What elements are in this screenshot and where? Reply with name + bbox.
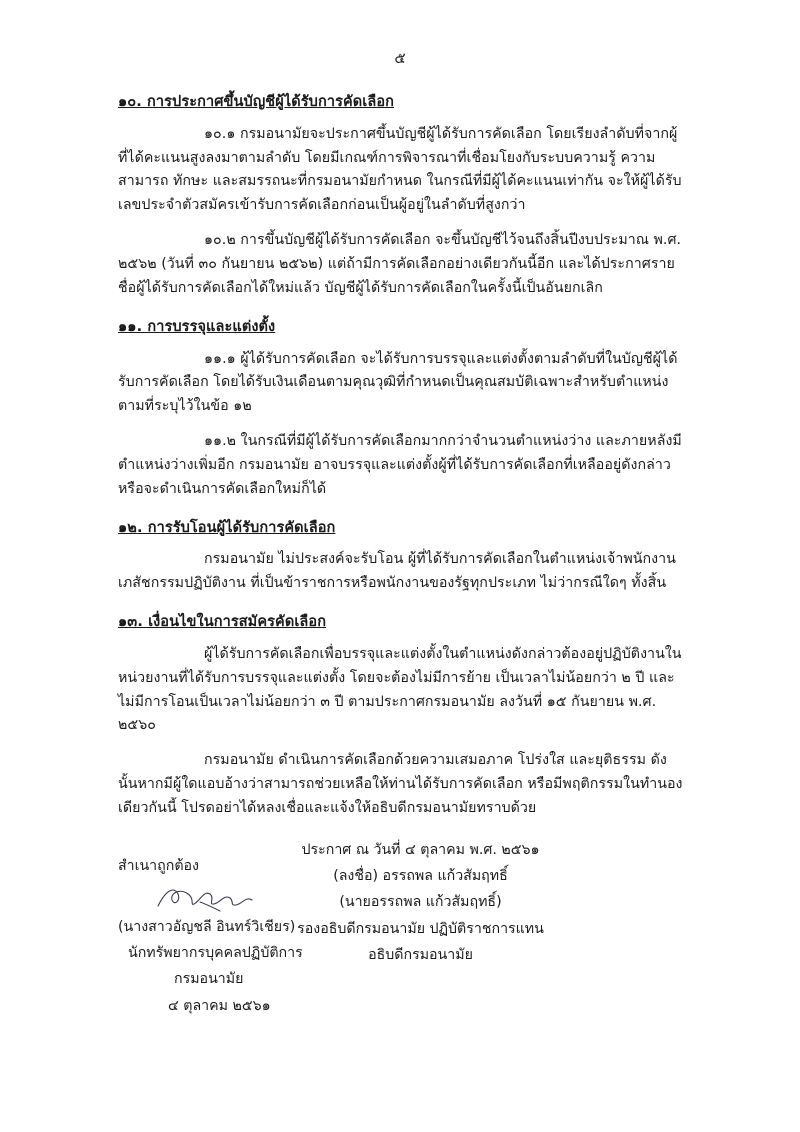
paragraph-10-2: ๑๐.๒ การขึ้นบัญชีผู้ได้รับการคัดเลือก จะขึ้นบัญชีไว้จนถึงสิ้นปีงบประมาณ พ.ศ. ๒๕๖๒ (วันที่ ๓๐ กันยายน ๒๕๖๒) แต่ถ้ามีการคัดเลือกอย่างเดียวกันนี้อีก และได้ประกาศรายชื่อผู้ได้รับการคัดเลือกได้ใหม่แล้ว บัญชีผู้ได้รับการคัดเลือกในครั้งนี้เป็นอันยกเลิก (118, 232, 682, 296)
section-heading-11: ๑๑. การบรรจุและแต่งตั้ง (118, 318, 276, 335)
copy-certifier-department: กรมอนามัย (174, 971, 244, 988)
paragraph-12-1: กรมอนามัย ไม่ประสงค์จะรับโอน ผู้ที่ได้รับการคัดเลือกในตำแหน่งเจ้าพนักงานเภสัชกรรมปฏิบัติงาน ที่เป็นข้าราชการหรือพนักงานของรัฐทุกประเภท ไม่ว่ากรณีใดๆ ทั้งสิ้น (118, 551, 676, 592)
section-heading-13: ๑๓. เงื่อนไขในการสมัครคัดเลือก (118, 614, 327, 631)
signed-by-line: (ลงชื่อ) อรรถพล แก้วสัมฤทธิ์ (333, 868, 508, 885)
section-heading-10: ๑๐. การประกาศขึ้นบัญชีผู้ได้รับการคัดเลือก (118, 94, 395, 110)
paragraph-13-1: ผู้ได้รับการคัดเลือกเพื่อบรรจุและแต่งตั้งในตำแหน่งดังกล่าวต้องอยู่ปฏิบัติงานในหน่วยงานที่ได้รับการบรรจุและแต่งตั้ง โดยจะต้องไม่มีการย้าย เป็นเวลาไม่น้อยกว่า ๒ ปี และไม่มีการโอนเป็นเวลาไม่น้อยกว่า ๓ ปี ตามประกาศกรมอนามัย ลงวันที่ ๑๕ กันยายน พ.ศ. ๒๕๖๐ (118, 645, 682, 734)
handwritten-signature-icon (148, 880, 298, 914)
section-heading-12: ๑๒. การรับโอนผู้ได้รับการคัดเลือก (118, 519, 336, 536)
signer-name: (นายอรรถพล แก้วสัมฤทธิ์) (339, 894, 502, 911)
copy-certifier-position: นักทรัพยากรบุคคลปฏิบัติการ (128, 944, 303, 961)
signer-position: รองอธิบดีกรมอนามัย ปฏิบัติราชการแทน (297, 920, 544, 937)
certified-copy-label: สำเนาถูกต้อง (118, 858, 199, 874)
certified-copy-block (118, 855, 418, 1019)
certified-copy-details (118, 914, 418, 1019)
copy-certifier-date: ๔ ตุลาคม ๒๕๖๑ (168, 997, 271, 1014)
paragraph-13-2: กรมอนามัย ดำเนินการคัดเลือกด้วยความเสมอภาค โปร่งใส และยุติธรรม ดังนั้นหากมีผู้ใดแอบอ้างว่าสามารถช่วยเหลือให้ท่านได้รับการคัดเลือก หรือมีพฤติกรรมในทำนองเดียวกันนี้ โปรดอย่าได้หลงเชื่อและแจ้งให้อธิบดีกรมอนามัยทราบด้วย (118, 752, 683, 817)
signer-position-secondary: อธิบดีกรมอนามัย (368, 946, 473, 963)
page-number: ๕ (394, 49, 406, 67)
paragraph-10-1: ๑๐.๑ กรมอนามัยจะประกาศขึ้นบัญชีผู้ได้รับการคัดเลือก โดยเรียงลำดับที่จากผู้ที่ได้คะแนนสูงลงมาตามลำดับ โดยมีเกณฑ์การพิจารณาที่เชื่อมโยงกับระบบความรู้ ความสามารถ ทักษะ และสมรรถนะที่กรมอนามัยกำหนด ในกรณีที่มีผู้ได้คะแนนเท่ากัน จะให้ผู้ได้รับเลขประจำตัวสมัครเข้ารับการคัดเลือกก่อนเป็นผู้อยู่ในลำดับที่สูงกว่า (118, 125, 682, 214)
document-body (118, 92, 683, 968)
announcement-date: ประกาศ ณ วันที่ ๔ ตุลาคม พ.ศ. ๒๕๖๑ (301, 841, 540, 858)
paragraph-11-1: ๑๑.๑ ผู้ได้รับการคัดเลือก จะได้รับการบรรจุและแต่งตั้งตามลำดับที่ในบัญชีผู้ได้รับการคัดเลือก โดยได้รับเงินเดือนตามคุณวุฒิที่กำหนดเป็นคุณสมบัติเฉพาะสำหรับตำแหน่งตามที่ระบุไว้ในข้อ ๑๒ (118, 350, 678, 415)
paragraph-11-2: ๑๑.๒ ในกรณีที่มีผู้ได้รับการคัดเลือกมากกว่าจำนวนตำแหน่งว่าง และภายหลังมีตำแหน่งว่างเพิ่มอีก กรมอนามัย อาจบรรจุและแต่งตั้งผู้ที่ได้รับการคัดเลือกที่เหลืออยู่ดังกล่าวหรือจะดำเนินการคัดเลือกใหม่ก็ได้ (118, 433, 682, 497)
copy-certifier-name: (นางสาวอัญชลี อินทร์วิเชียร) (118, 918, 296, 935)
